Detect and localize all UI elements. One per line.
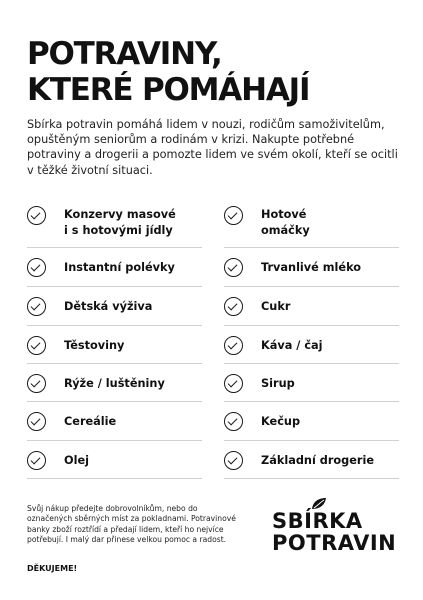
checklist-item	[224, 287, 399, 326]
checklist-item-label	[64, 260, 199, 276]
checklist-item-label	[261, 453, 396, 469]
checkmark-circle-icon	[27, 258, 46, 277]
sbirka-potravin-logo	[272, 497, 402, 555]
checklist-item-line: Trvanlivé mléko	[261, 261, 362, 274]
logo-line-2: POTRAVIN	[272, 531, 397, 555]
checklist-item-line: Cereálie	[64, 415, 117, 428]
intro-paragraph: Sbírka potravin pomáhá lidem v nouzi, rodičům samoživitelům, opuštěným seniorům a rodinám v krizi. Nakupte potřebné potraviny a drogerii a pomozte lidem ve svém okolí, kteří se ocitli v těžké životní situaci.	[27, 118, 398, 177]
checkmark-circle-icon	[224, 412, 243, 431]
checklist-item-line: Dětská výživa	[64, 300, 153, 313]
checkmark-circle-icon	[27, 412, 46, 431]
checklist-item	[27, 196, 202, 248]
footer-text: Svůj nákup předejte dobrovolníkům, nebo do označených sběrných míst za pokladnami. Potravinové banky zboží roztřídí a předají lidem, kteří ho nejvíce potřebují. I malý dar přinese velkou pomoc a radost.	[27, 504, 236, 545]
checklist-item-label	[64, 414, 199, 430]
title-line-1: POTRAVINY,	[27, 36, 222, 72]
checklist-item	[27, 402, 202, 441]
checkmark-circle-icon	[224, 451, 243, 470]
logo-line-1: SBÍRKA	[272, 509, 363, 533]
checklist-item-line: Rýže / luštěniny	[64, 377, 165, 390]
checkmark-circle-icon	[27, 336, 46, 355]
checklist-item-line: i s hotovými jídly	[64, 224, 173, 237]
checkmark-circle-icon	[27, 206, 46, 225]
checklist-item-label	[261, 207, 396, 239]
checkmark-circle-icon	[224, 336, 243, 355]
checkmark-circle-icon	[27, 374, 46, 393]
checklist-item-label	[64, 338, 199, 354]
checklist-item-line: Instantní polévky	[64, 261, 175, 274]
checklist-item-line: omáčky	[261, 224, 310, 237]
checkmark-circle-icon	[224, 374, 243, 393]
checklist-item-label	[261, 260, 396, 276]
checklist-item	[224, 326, 399, 364]
checklist-item	[224, 196, 399, 248]
checklist-item	[224, 364, 399, 402]
title-line-2: KTERÉ POMÁHAJÍ	[27, 72, 310, 108]
thanks-text: DĚKUJEME!	[27, 564, 78, 573]
checklist-item-label	[64, 376, 199, 392]
checklist-item-label	[261, 376, 396, 392]
checklist-item-label	[64, 299, 199, 315]
checklist-item-label	[64, 453, 199, 469]
checklist-item	[27, 441, 202, 479]
checkmark-circle-icon	[224, 206, 243, 225]
checklist-item-label	[261, 414, 396, 430]
checklist-item-line: Kečup	[261, 415, 301, 428]
checklist-item-line: Cukr	[261, 300, 291, 313]
checklist-item-line: Sirup	[261, 377, 295, 390]
checklist-item	[224, 441, 399, 479]
checkmark-circle-icon	[27, 451, 46, 470]
checkmark-circle-icon	[224, 258, 243, 277]
checklist-item-label	[261, 338, 396, 354]
checklist-item	[27, 248, 202, 287]
page-title	[27, 36, 407, 108]
checklist-item	[27, 287, 202, 326]
checklist-item-line: Základní drogerie	[261, 454, 375, 467]
checklist-item-label	[261, 299, 396, 315]
checklist-item	[27, 326, 202, 364]
checkmark-circle-icon	[27, 297, 46, 316]
checklist-item-line: Hotové	[261, 208, 307, 221]
checklist-item	[27, 364, 202, 402]
checklist-item-line: Olej	[64, 454, 90, 467]
checklist-item	[224, 402, 399, 441]
checklist-item-line: Konzervy masové	[64, 208, 176, 221]
checklist-item-label	[64, 207, 199, 239]
checkmark-circle-icon	[224, 297, 243, 316]
checklist-item	[224, 248, 399, 287]
checklist-item-line: Káva / čaj	[261, 339, 323, 352]
checklist-item-line: Těstoviny	[64, 339, 125, 352]
